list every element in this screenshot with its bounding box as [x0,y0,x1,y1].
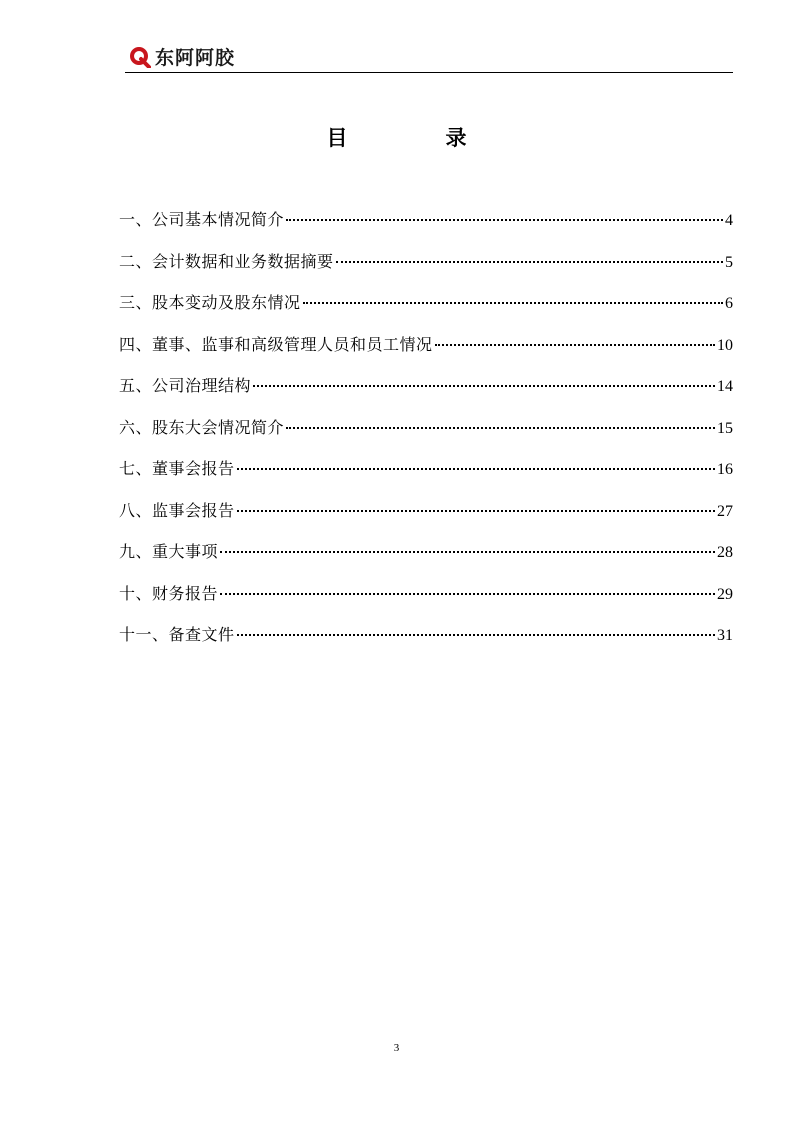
toc-item-page: 10 [717,336,733,354]
toc-leader-dots [220,593,715,595]
toc-item-label: 八、监事会报告 [119,500,235,520]
toc-leader-dots [253,385,715,387]
toc-leader-dots [237,634,715,636]
toc-leader-dots [237,468,715,470]
toc-item[interactable] [119,582,733,624]
toc-leader-dots [237,510,715,512]
title-char-1: 目 [326,126,348,150]
toc-leader-dots [435,344,715,346]
toc-item-label: 七、董事会报告 [119,459,235,478]
toc-item-page: 29 [717,585,733,603]
toc-item-page: 6 [725,295,733,312]
toc-item[interactable] [119,457,733,499]
logo-text: 东阿阿胶 [155,47,236,69]
toc-item[interactable] [119,499,733,541]
company-logo [129,43,235,70]
toc-item-page: 28 [717,544,733,561]
toc-item[interactable] [119,333,733,375]
toc-leader-dots [220,551,715,553]
toc-item-label: 十一、备查文件 [119,625,235,644]
toc-item-page: 31 [717,627,733,644]
toc-item-page: 4 [725,212,733,229]
toc-item-label: 四、董事、监事和高级管理人员和员工情况 [119,334,433,354]
toc-item-page: 16 [717,461,733,478]
toc-leader-dots [286,219,723,221]
brand-q-logo-icon [129,46,151,68]
toc-item-label: 十、财务报告 [119,583,219,603]
toc-item-label: 三、股本变动及股东情况 [119,293,301,312]
toc-item-page: 14 [717,378,733,395]
toc-item-label: 六、股东大会情况简介 [119,417,285,437]
toc-item-label: 五、公司治理结构 [119,376,252,395]
page-title [0,122,793,152]
title-char-2: 录 [445,126,467,150]
page-number: 3 [393,1042,400,1054]
toc-item[interactable] [119,250,733,292]
toc-item[interactable] [119,374,733,416]
toc-item-page: 15 [717,419,733,437]
toc-item-label: 一、公司基本情况简介 [119,210,285,229]
toc-leader-dots [286,427,715,429]
table-of-contents [119,208,733,665]
toc-item[interactable] [119,208,733,250]
page-header [125,40,733,73]
toc-item[interactable] [119,623,733,665]
toc-item-label: 九、重大事项 [119,542,219,561]
toc-leader-dots [303,302,723,304]
toc-item-label: 二、会计数据和业务数据摘要 [119,251,334,271]
toc-item[interactable] [119,540,733,582]
toc-item-page: 5 [725,253,733,271]
toc-item[interactable] [119,291,733,333]
toc-leader-dots [336,261,723,263]
toc-item-page: 27 [717,502,733,520]
toc-item[interactable] [119,416,733,458]
